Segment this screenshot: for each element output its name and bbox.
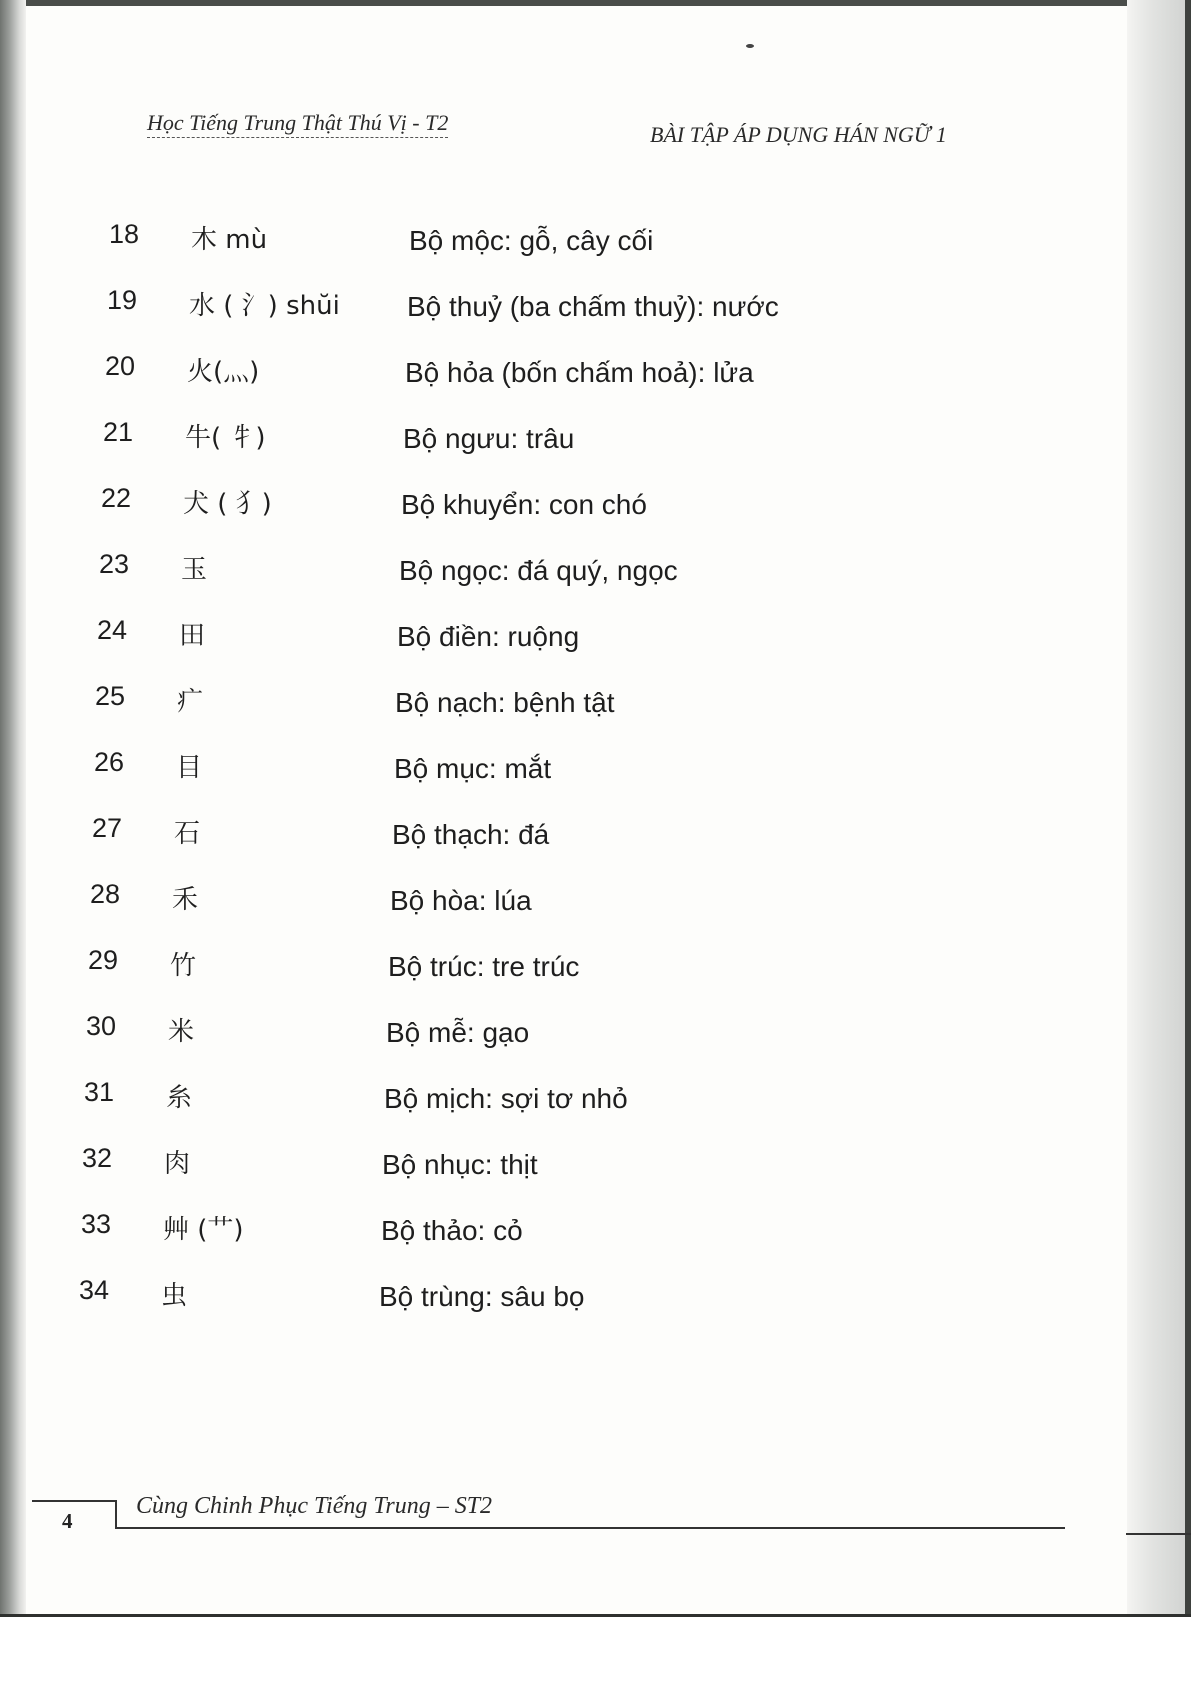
radical-number: 23 (99, 549, 130, 579)
radical-row (101, 483, 1001, 523)
footer-rule (32, 1500, 116, 1502)
radical-character: 禾 (172, 885, 199, 915)
radical-character: 犬 ( 犭) (183, 489, 272, 519)
radical-character: 玉 (181, 555, 208, 585)
radical-row (95, 681, 995, 721)
radical-character: 竹 (170, 951, 197, 981)
footer-rule-tick (115, 1500, 117, 1528)
radical-meaning: Bộ trúc: tre trúc (388, 951, 580, 982)
header-book-title: Học Tiếng Trung Thật Thú Vị - T2 (147, 110, 448, 138)
radical-meaning: Bộ hòa: lúa (390, 885, 532, 916)
page-number: 4 (62, 1509, 73, 1533)
radical-row (84, 1077, 984, 1117)
radical-meaning: Bộ khuyển: con chó (401, 489, 647, 520)
radical-row (79, 1275, 979, 1315)
header-section-title: BÀI TẬP ÁP DỤNG HÁN NGỮ 1 (650, 122, 947, 147)
radical-row (103, 417, 1003, 457)
radical-number: 21 (103, 417, 134, 447)
footer-book-title: Cùng Chinh Phục Tiếng Trung – ST2 (136, 1493, 493, 1519)
radical-number: 32 (82, 1143, 113, 1173)
radical-number: 30 (86, 1011, 117, 1041)
radical-character: 米 (168, 1017, 195, 1047)
radical-character: 牛( 牜) (185, 423, 266, 453)
radical-meaning: Bộ ngọc: đá quý, ngọc (399, 555, 678, 586)
radical-meaning: Bộ điền: ruộng (397, 621, 580, 652)
radical-number: 28 (90, 879, 121, 909)
radical-number: 31 (84, 1077, 115, 1107)
radical-character: 火(灬) (187, 357, 260, 387)
radical-number: 24 (97, 615, 128, 645)
radical-meaning: Bộ nạch: bệnh tật (395, 687, 615, 718)
radical-row (92, 813, 992, 853)
radical-number: 29 (88, 945, 119, 975)
radical-row (86, 1011, 986, 1051)
radical-meaning: Bộ thuỷ (ba chấm thuỷ): nước (407, 291, 779, 322)
footer-underline (115, 1527, 1065, 1529)
radical-character: 水 ( 氵) shŭi (189, 291, 340, 321)
radical-row (107, 285, 1007, 325)
radical-row (109, 219, 1009, 259)
radical-character: 艸 (艹) (163, 1215, 244, 1245)
radical-number: 18 (109, 219, 140, 249)
radical-meaning: Bộ mục: mắt (394, 753, 552, 784)
ink-speck (746, 44, 754, 48)
radical-row (82, 1143, 982, 1183)
radical-row (94, 747, 994, 787)
radical-row (105, 351, 1005, 391)
radical-number: 27 (92, 813, 123, 843)
radical-number: 25 (95, 681, 126, 711)
radical-character: 目 (176, 753, 203, 783)
radical-meaning: Bộ mễ: gạo (386, 1017, 530, 1048)
radical-number: 26 (94, 747, 125, 777)
radical-character: 田 (179, 621, 206, 651)
radical-meaning: Bộ nhục: thịt (382, 1149, 538, 1180)
radical-number: 19 (107, 285, 138, 315)
radical-number: 34 (79, 1275, 110, 1305)
radical-meaning: Bộ trùng: sâu bọ (379, 1281, 585, 1312)
radical-number: 33 (81, 1209, 112, 1239)
radical-row (88, 945, 988, 985)
scan-border-right (1127, 0, 1191, 1620)
scan-border-left (0, 0, 26, 1615)
radical-character: 虫 (161, 1281, 188, 1311)
radical-character: 肉 (164, 1149, 191, 1179)
radical-row (90, 879, 990, 919)
radical-row (81, 1209, 981, 1249)
radical-character: 疒 (177, 687, 204, 717)
radical-row (99, 549, 999, 589)
radical-character: 木 mù (191, 225, 268, 255)
radical-character: 石 (174, 819, 201, 849)
radical-character: 糸 (166, 1083, 193, 1113)
radical-meaning: Bộ thạch: đá (392, 819, 550, 850)
radical-meaning: Bộ mịch: sợi tơ nhỏ (384, 1083, 628, 1114)
radical-number: 22 (101, 483, 132, 513)
radical-meaning: Bộ hỏa (bốn chấm hoả): lửa (405, 357, 754, 388)
blank-margin (0, 1617, 1191, 1685)
radical-number: 20 (105, 351, 136, 381)
radical-meaning: Bộ ngưu: trâu (403, 423, 575, 454)
footer-rule-edge (1126, 1533, 1191, 1535)
radical-meaning: Bộ thảo: cỏ (381, 1215, 523, 1246)
radical-meaning: Bộ mộc: gỗ, cây cối (409, 225, 654, 256)
radical-row (97, 615, 997, 655)
